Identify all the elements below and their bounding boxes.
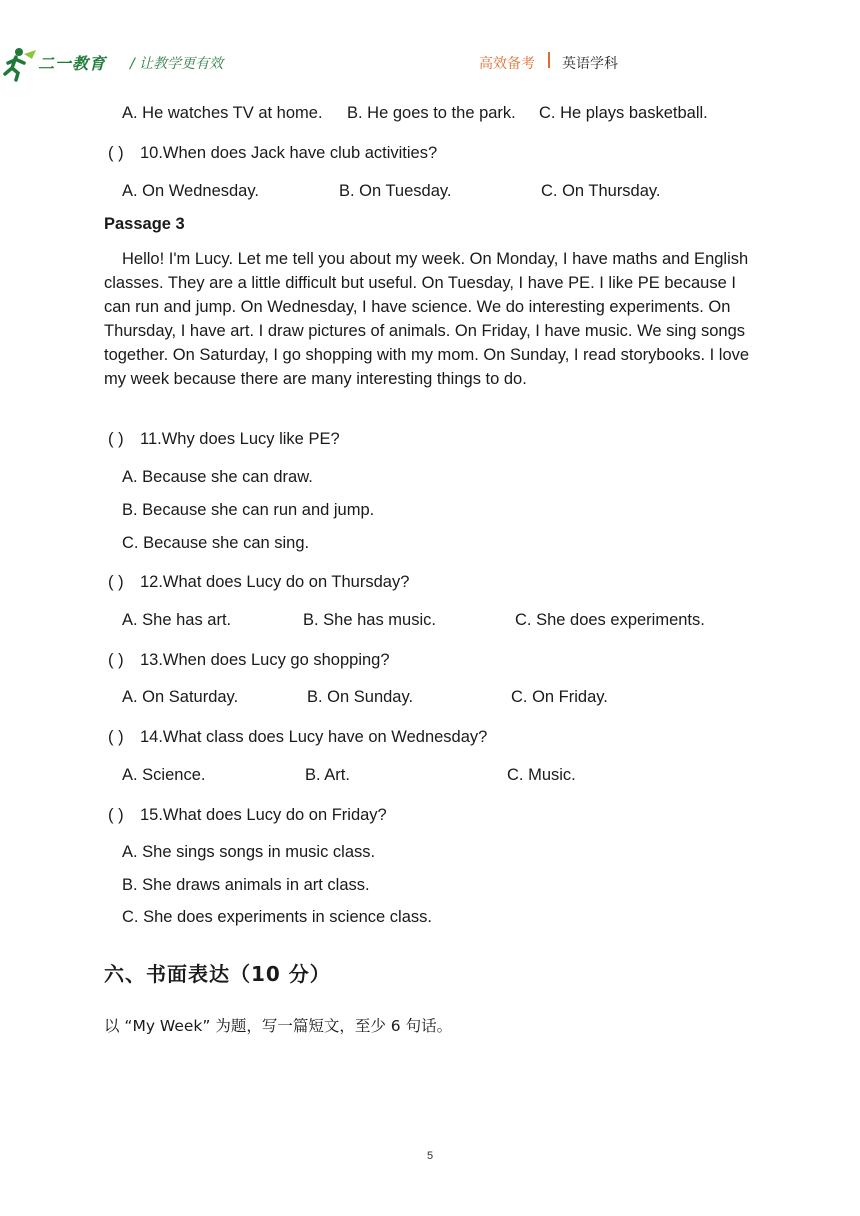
q14-option-a: A. Science. <box>122 766 206 784</box>
q12-option-b: B. She has music. <box>303 611 436 629</box>
slogan: / 让教学更有效 <box>130 56 224 72</box>
q14-option-b: B. Art. <box>305 766 350 784</box>
q12-option-c: C. She does experiments. <box>515 611 705 629</box>
answer-blank[interactable]: ( ) <box>108 806 124 824</box>
passage-text: Hello! I'm Lucy. Let me tell you about my week. On Monday, I have maths and English classes. They are a little difficult but useful. On Tuesday, I have PE. I like PE because I can run and jump. On Wednesday, I have science. We do interesting experiments. On Thursday, I have art. I draw pictures of animals. On Friday, I have music. We sing songs together. On Saturday, I go shopping with my mom. On Sunday, I read storybooks. I love my week because there are many interesting things to do. <box>104 250 750 388</box>
question-15 <box>108 805 387 825</box>
answer-blank[interactable]: ( ) <box>108 430 124 448</box>
answer-blank[interactable]: ( ) <box>108 144 124 162</box>
q15-option-b: B. She draws animals in art class. <box>122 876 370 894</box>
question-text: 10.When does Jack have club activities? <box>140 144 438 162</box>
q10-option-c: C. On Thursday. <box>541 182 661 200</box>
passage-title: Passage 3 <box>104 215 185 233</box>
q10-option-b: B. On Tuesday. <box>339 182 452 200</box>
question-text: 13.When does Lucy go shopping? <box>140 651 390 669</box>
subject-label: 英语学科 <box>562 56 618 72</box>
q11-option-a: A. Because she can draw. <box>122 468 313 486</box>
question-12 <box>108 572 409 592</box>
question-text: 12.What does Lucy do on Thursday? <box>140 573 410 591</box>
question-text: 14.What class does Lucy have on Wednesday? <box>140 728 488 746</box>
page-header <box>0 38 860 88</box>
q13-option-b: B. On Sunday. <box>307 688 414 706</box>
q13-option-c: C. On Friday. <box>511 688 608 706</box>
answer-blank[interactable]: ( ) <box>108 651 124 669</box>
q9-option-b: B. He goes to the park. <box>347 104 516 122</box>
writing-instruction: 以 “My Week” 为题，写一篇短文，至少 6 句话。 <box>104 1017 453 1035</box>
exam-label: 高效备考 <box>479 56 535 72</box>
q15-option-c: C. She does experiments in science class. <box>122 908 432 926</box>
q9-option-c: C. He plays basketball. <box>539 104 708 122</box>
question-text: 15.What does Lucy do on Friday? <box>140 806 387 824</box>
question-13 <box>108 650 390 670</box>
q9-option-a: A. He watches TV at home. <box>122 104 323 122</box>
section-title: 六、书面表达（10 分） <box>104 962 331 986</box>
q11-option-c: C. Because she can sing. <box>122 534 310 552</box>
q15-option-a: A. She sings songs in music class. <box>122 843 376 861</box>
logo-text: 二一教育 <box>38 54 107 73</box>
question-11 <box>108 429 340 449</box>
q10-option-a: A. On Wednesday. <box>122 182 259 200</box>
question-text: 11.Why does Lucy like PE? <box>140 430 340 448</box>
answer-blank[interactable]: ( ) <box>108 573 124 591</box>
question-14 <box>108 727 487 747</box>
question-10 <box>108 143 437 163</box>
answer-blank[interactable]: ( ) <box>108 728 124 746</box>
q13-option-a: A. On Saturday. <box>122 688 239 706</box>
q11-option-b: B. Because she can run and jump. <box>122 501 375 519</box>
q14-option-c: C. Music. <box>507 766 576 784</box>
page-number: 5 <box>426 1150 434 1162</box>
q12-option-a: A. She has art. <box>122 611 232 629</box>
header-divider <box>548 52 550 68</box>
